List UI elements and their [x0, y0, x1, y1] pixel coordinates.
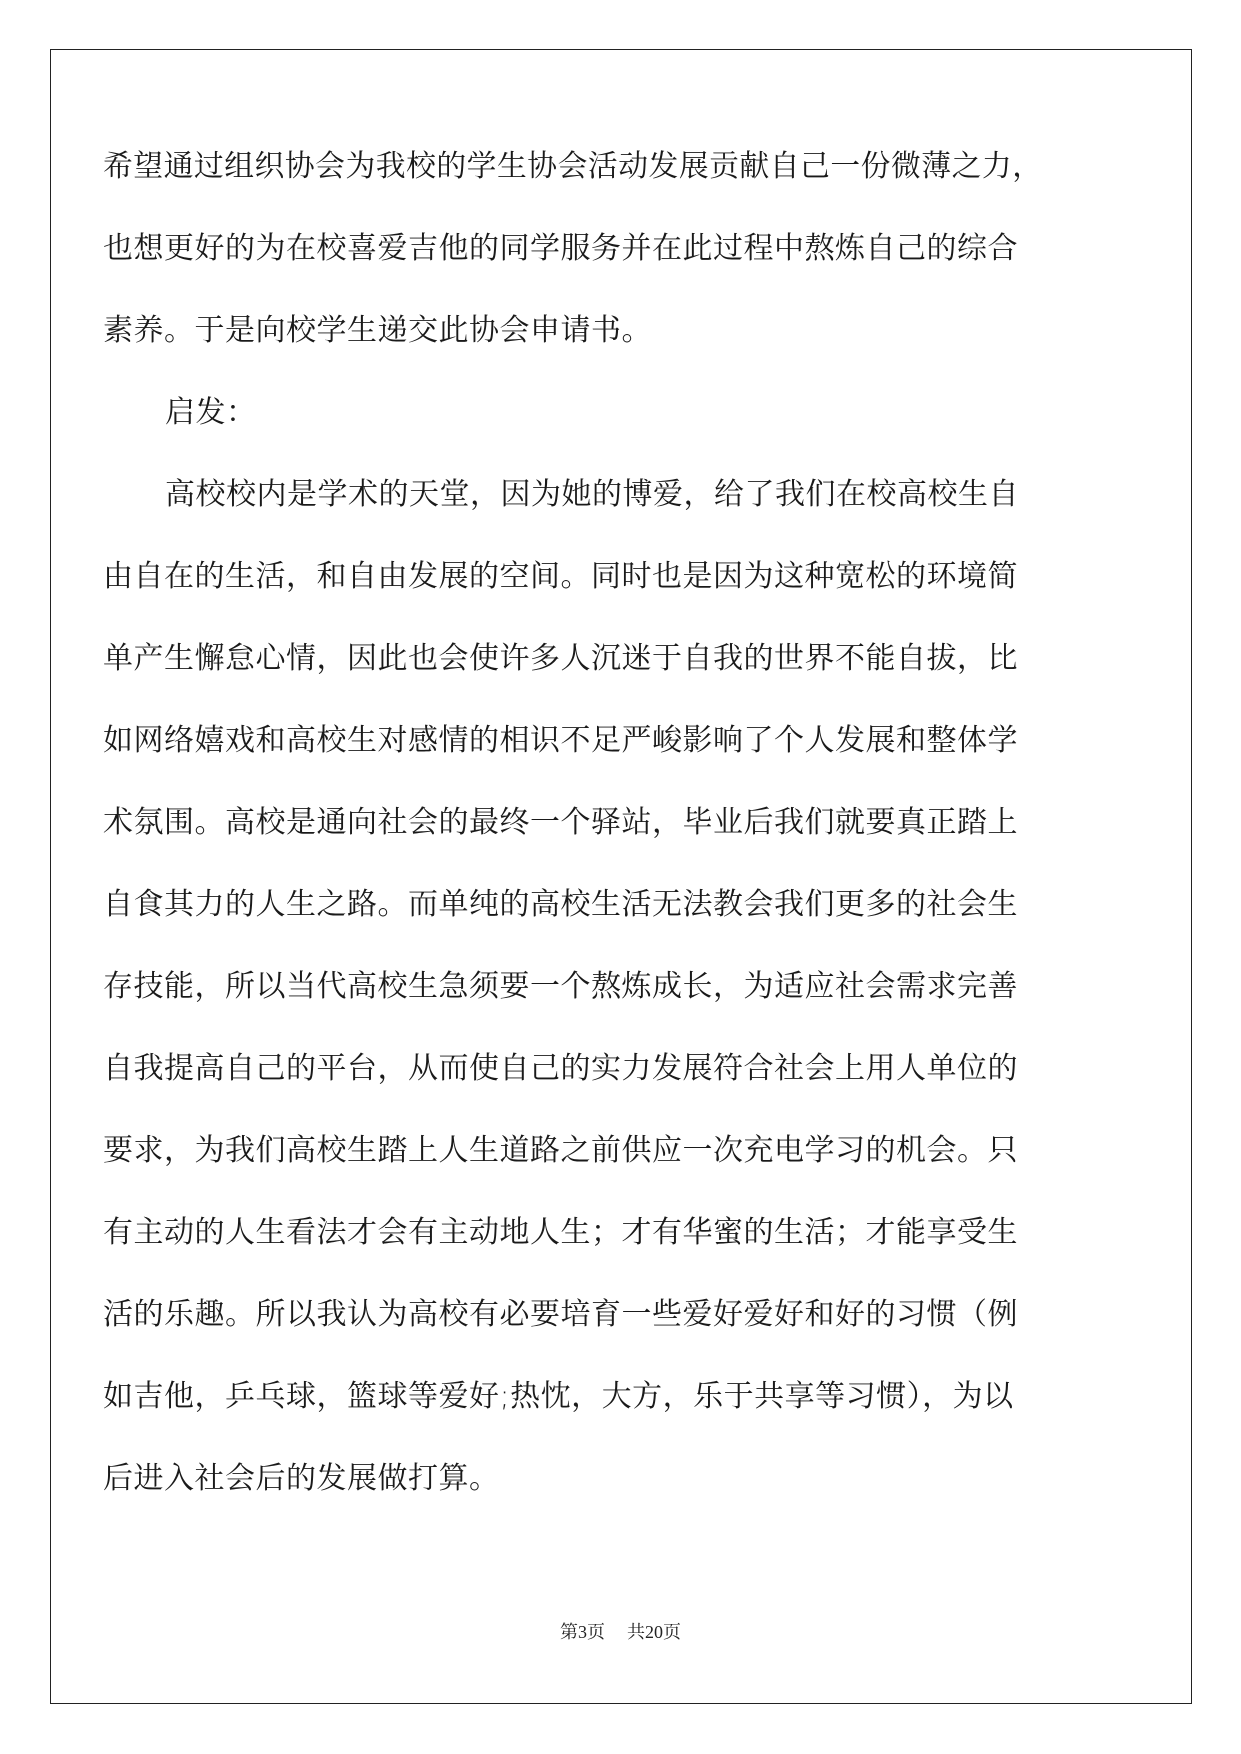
text-line: 高校校内是学术的天堂，因为她的博爱，给了我们在校高校生自 — [165, 477, 1019, 512]
text-line: 活的乐趣。所以我认为高校有必要培育一些爱好爱好和好的习惯（例 — [103, 1297, 1018, 1332]
text-line: 有主动的人生看法才会有主动地人生；才有华蜜的生活；才能享受生 — [103, 1215, 1018, 1250]
text-line: 术氛围。高校是通向社会的最终一个驿站，毕业后我们就要真正踏上 — [103, 805, 1018, 840]
text-line: 如网络嬉戏和高校生对感情的相识不足严峻影响了个人发展和整体学 — [103, 723, 1018, 758]
text-line: 要求，为我们高校生踏上人生道路之前供应一次充电学习的机会。只 — [103, 1133, 1018, 1168]
text-line: 存技能，所以当代高校生急须要一个熬炼成长，为适应社会需求完善 — [103, 969, 1018, 1004]
section-heading: 启发： — [165, 395, 257, 430]
text-line: 也想更好的为在校喜爱吉他的同学服务并在此过程中熬炼自己的综合 — [103, 231, 1018, 266]
text-line: 后进入社会后的发展做打算。 — [103, 1461, 500, 1496]
text-line: 单产生懈怠心情，因此也会使许多人沉迷于自我的世界不能自拔，比 — [103, 641, 1018, 676]
text-line: 素养。于是向校学生递交此协会申请书。 — [103, 313, 652, 348]
page-total: 共20页 — [627, 1622, 681, 1642]
text-line: 由自在的生活，和自由发展的空间。同时也是因为这种宽松的环境简 — [103, 559, 1018, 594]
page-number: 第3页 — [560, 1622, 605, 1642]
text-line: 希望通过组织协会为我校的学生协会活动发展贡献自己一份微薄之力， — [103, 149, 1043, 184]
text-line: 自我提高自己的平台，从而使自己的实力发展符合社会上用人单位的 — [103, 1051, 1018, 1086]
text-line: 自食其力的人生之路。而单纯的高校生活无法教会我们更多的社会生 — [103, 887, 1018, 922]
text-line: 如吉他，乒乓球，篮球等爱好;热忱，大方，乐于共享等习惯），为以 — [103, 1379, 1014, 1414]
page-footer — [0, 1620, 1241, 1644]
